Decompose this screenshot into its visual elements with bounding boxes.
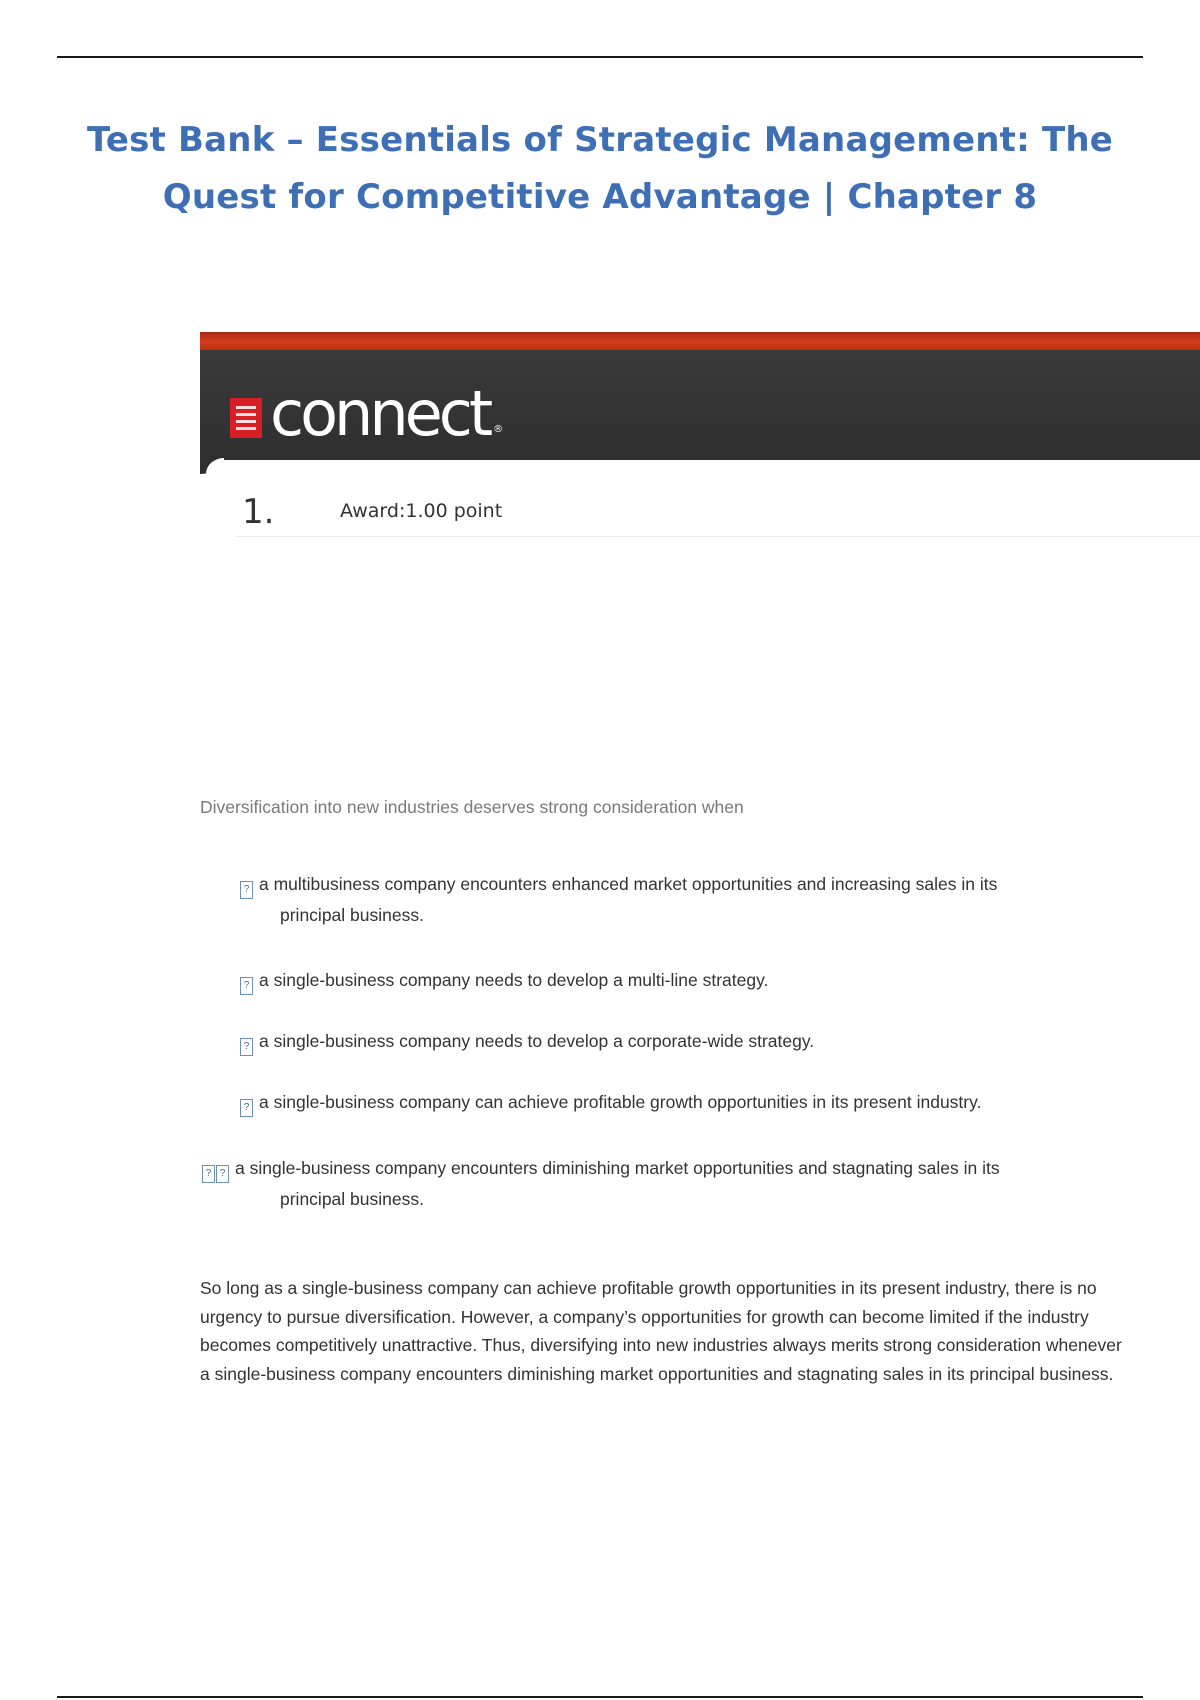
option-text: a single-business company needs to develop a multi-line strategy. — [259, 970, 769, 990]
option-text: a single-business company encounters diminishing market opportunities and stagnating sales in its — [235, 1158, 1000, 1178]
award-points: Award:1.00 point — [340, 500, 503, 522]
answer-option[interactable] — [240, 965, 1100, 996]
answer-explanation: So long as a single-business company can achieve profitable growth opportunities in its present industry, there is no urgency to pursue diversification. However, a company’s opportunities for growth can become limited if the industry becomes competitively unattractive. Thus, diversifying into new industries always merits strong consideration whenever a single-business company encounters diminishing market opportunities and stagnating sales in its principal business. — [200, 1278, 1122, 1384]
answer-option[interactable] — [240, 869, 1100, 931]
banner-corner — [200, 458, 224, 474]
question-number: 1. — [242, 492, 275, 532]
option-text-continued: principal business. — [280, 905, 424, 925]
missing-glyph-icon: ? — [240, 1099, 253, 1117]
publisher-logo-icon — [230, 398, 262, 438]
option-text: a single-business company needs to develop a corporate-wide strategy. — [259, 1031, 815, 1051]
bottom-rule — [57, 1696, 1143, 1698]
correct-mark-icon: ? — [202, 1165, 215, 1183]
option-text: a single-business company can achieve profitable growth opportunities in its present industry. — [259, 1092, 982, 1112]
question-divider — [236, 536, 1200, 537]
banner-accent-strip — [200, 332, 1200, 350]
option-text-continued: principal business. — [280, 1189, 424, 1209]
document-title: Test Bank – Essentials of Strategic Management: The Quest for Competitive Advantage | Chapter 8 — [86, 120, 1114, 217]
answer-option[interactable] — [240, 1087, 1100, 1118]
question-prompt: Diversification into new industries deserves strong consideration when — [200, 797, 744, 817]
missing-glyph-icon: ? — [240, 881, 253, 899]
answer-option-correct[interactable] — [202, 1153, 1102, 1215]
answer-option[interactable] — [240, 1026, 1100, 1057]
missing-glyph-icon: ? — [240, 977, 253, 995]
missing-glyph-icon: ? — [240, 1038, 253, 1056]
top-rule — [57, 56, 1143, 58]
connect-logo: connect ® — [270, 377, 504, 450]
missing-glyph-icon: ? — [216, 1165, 229, 1183]
connect-banner — [200, 332, 1200, 460]
option-text: a multibusiness company encounters enhanced market opportunities and increasing sales in its — [259, 874, 998, 894]
banner-body — [200, 350, 1200, 460]
